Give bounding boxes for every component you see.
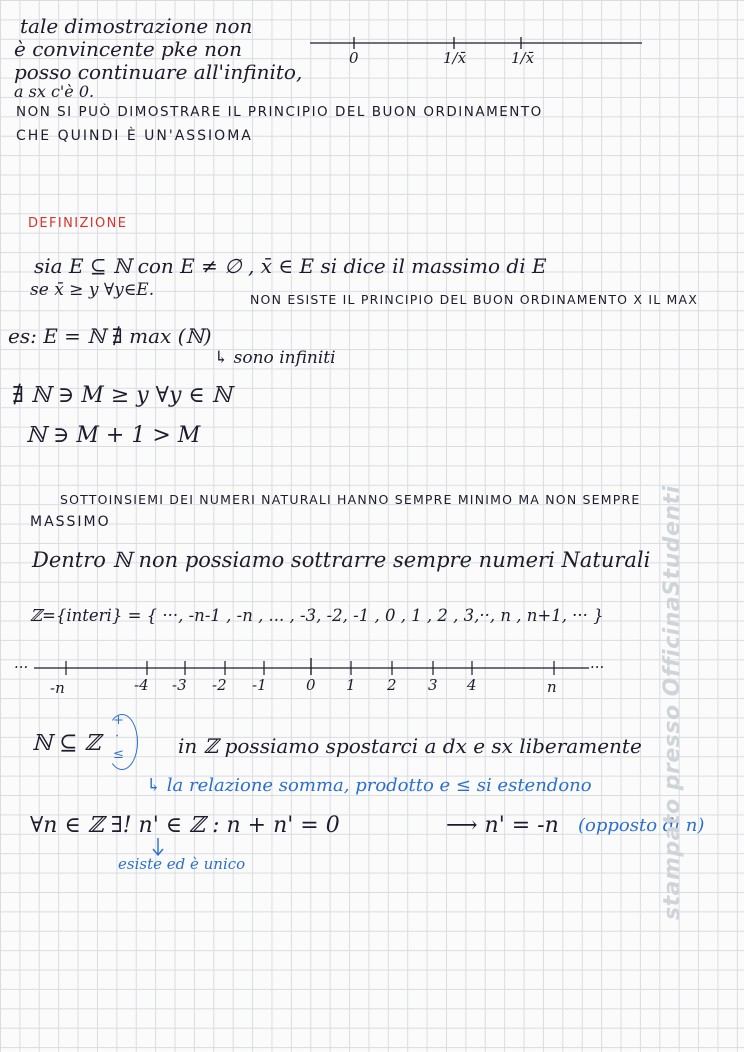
subset-line: SOTTOINSIEMI DEI NUMERI NATURALI HANNO SEMPRE MINIMO MA NON SEMPRE: [60, 492, 641, 507]
axis-tick-label: 2: [387, 676, 397, 694]
opposite-statement: ∀n ∈ ℤ ∃! n' ∈ ℤ : n + n' = 0: [30, 813, 340, 838]
top-axis-label: 1/x̄: [443, 49, 467, 67]
subset-line: MASSIMO: [30, 514, 111, 530]
integers-definition: ℤ={interi} = { ···, -n-1 , -n , ... , -3, -2, -1 , 0 , 1 , 2 , 3,··, n , n+1, ··· }: [30, 606, 604, 625]
axis-tick-label: -3: [172, 676, 187, 694]
note-line-caps: CHE QUINDI È UN'ASSIOMA: [16, 128, 253, 144]
axis-tick-label: 4: [467, 676, 477, 694]
axis-tick-label: -2: [212, 676, 227, 694]
definition-line: se x̄ ≥ y ∀y∈E.: [30, 280, 155, 300]
exists-unique-note: esiste ed è unico: [118, 855, 246, 873]
op-symbol: +: [113, 713, 124, 728]
axis-tick-label: n: [547, 678, 557, 696]
top-number-line: [306, 30, 666, 70]
opposite-note: (opposto di n): [578, 815, 705, 836]
definition-note-caps: NON ESISTE IL PRINCIPIO DEL BUON ORDINAMENTO X IL MAX: [250, 292, 699, 307]
z-move-text: in ℤ possiamo spostarci a dx e sx liberamente: [178, 734, 642, 758]
axis-tick-label: 1: [346, 676, 356, 694]
example-line: es: E = ℕ ∄ max (ℕ): [8, 324, 212, 348]
opposite-result: ⟶ n' = -n: [446, 813, 559, 838]
math-line: ℕ ∋ M + 1 > M: [26, 423, 201, 448]
inside-n-line: Dentro ℕ non possiamo sottrarre sempre numeri Naturali: [32, 548, 651, 572]
math-line: ∄ ℕ ∋ M ≥ y ∀y ∈ ℕ: [12, 383, 232, 408]
top-axis-label: 1/x̄: [511, 49, 535, 67]
op-symbol: ≤: [113, 747, 124, 762]
definition-line: sia E ⊆ ℕ con E ≠ ∅ , x̄ ∈ E si dice il massimo di E: [34, 254, 547, 278]
axis-tick-label: 0: [306, 676, 316, 694]
note-line: è convincente pke non: [14, 37, 242, 61]
top-axis-label: 0: [349, 49, 359, 67]
axis-ellipsis: ···: [590, 658, 605, 676]
axis-tick-label: -1: [252, 676, 267, 694]
example-note: ↳ sono infiniti: [214, 348, 336, 368]
op-symbol: ·: [115, 729, 120, 744]
note-line: posso continuare all'infinito,: [14, 60, 303, 84]
watermark: stampato presso OfficinaStudenti: [660, 485, 685, 920]
axis-tick-label: 3: [428, 676, 438, 694]
definition-heading: DEFINIZIONE: [28, 216, 128, 231]
axis-tick-label: -4: [134, 676, 149, 694]
note-line: a sx c'è 0.: [14, 82, 95, 101]
note-line: tale dimostrazione non: [20, 14, 253, 38]
n-subset-z: ℕ ⊆ ℤ: [32, 731, 101, 756]
integer-number-line: [14, 656, 614, 700]
axis-ellipsis: ···: [14, 658, 29, 676]
axis-tick-label: -n: [50, 679, 65, 697]
note-line-caps: NON SI PUÒ DIMOSTRARE IL PRINCIPIO DEL BUON ORDINAMENTO: [16, 104, 543, 120]
relation-extends-note: ↳ la relazione somma, prodotto e ≤ si estendono: [146, 775, 592, 796]
